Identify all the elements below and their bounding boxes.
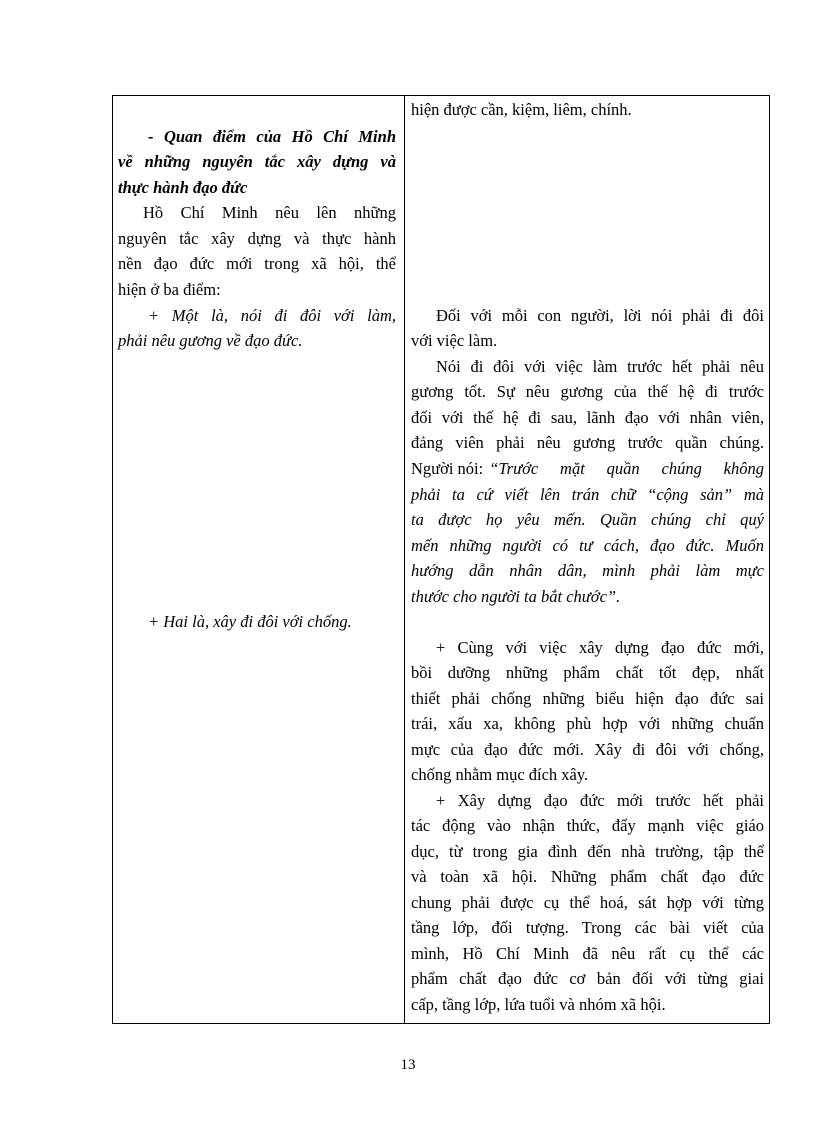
quote-line-4: mến những người có tư cách, đạo đức. Muốn (411, 536, 764, 555)
p3-line-5: mực của đạo đức mới. Xây đi đôi với chống, (411, 740, 764, 759)
p4-line-1: + Xây dựng đạo đức mới trước hết phải (436, 791, 764, 810)
p3-line-1: + Cùng với việc xây dựng đạo đức mới, (436, 638, 764, 657)
column-divider (404, 96, 405, 1023)
point1-line-1: + Một là, nói đi đôi với làm, (148, 306, 396, 325)
p4-line-6: tầng lớp, đối tượng. Trong các bài viết của (411, 918, 764, 937)
point1-line-2: phải nêu gương về đạo đức. (118, 331, 303, 350)
top-line: hiện được cần, kiệm, liêm, chính. (411, 100, 632, 119)
quote-speaker: Người nói: (411, 459, 484, 478)
p2-line-1: Nói đi đôi với việc làm trước hết phải nêu (436, 357, 764, 376)
content-table (112, 95, 770, 1024)
p4-line-2: tác động vào nhận thức, đẩy mạnh việc giáo (411, 816, 764, 835)
p4-line-9: cấp, tầng lớp, lứa tuổi và nhóm xã hội. (411, 995, 666, 1014)
p1-line-2: với việc làm. (411, 331, 498, 350)
p3-line-2: bồi dưỡng những phẩm chất tốt đẹp, nhất (411, 663, 764, 682)
quote-line-6: thước cho người ta bắt chước”. (411, 587, 621, 606)
heading-line-2: về những nguyên tắc xây dựng và (118, 152, 396, 171)
intro-line-3: nền đạo đức mới trong xã hội, thể (118, 254, 396, 273)
p4-line-3: dục, từ trong gia đình đến nhà trường, tập thể (411, 842, 764, 861)
p3-line-4: trái, xấu xa, không phù hợp với những chuẩn (411, 714, 764, 733)
p4-line-4: và toàn xã hội. Những phẩm chất đạo đức (411, 867, 764, 886)
heading-line-3: thực hành đạo đức (118, 178, 248, 197)
intro-line-1: Hồ Chí Minh nêu lên những (143, 203, 396, 222)
p2-line-4: đảng viên phải nêu gương trước quần chúng. (411, 433, 764, 452)
quote-line-5: hướng dẫn nhân dân, mình phải làm mực (411, 561, 764, 580)
quote-line-2: phải ta cứ viết lên trán chữ “cộng sản” mà (411, 485, 764, 504)
p1-line-1: Đối với mỗi con người, lời nói phải đi đôi (436, 306, 764, 325)
p4-line-5: chung phải được cụ thể hoá, sát hợp với từng (411, 893, 764, 912)
p3-line-3: thiết phải chống những biểu hiện đạo đức sai (411, 689, 764, 708)
point2-line: + Hai là, xây đi đôi với chống. (148, 612, 352, 631)
p4-line-7: mình, Hồ Chí Minh đã nêu rất cụ thể các (411, 944, 764, 963)
intro-line-2: nguyên tắc xây dựng và thực hành (118, 229, 396, 248)
page-number: 13 (400, 1057, 416, 1073)
p3-line-6: chống nhằm mục đích xây. (411, 765, 589, 784)
quote-line-3: ta được họ yêu mến. Quần chúng chỉ quý (411, 510, 764, 529)
heading-line-1: - Quan điểm của Hồ Chí Minh (148, 127, 396, 146)
p4-line-8: phẩm chất đạo đức cơ bản đối với từng giai (411, 969, 764, 988)
quote-start: “Trước mặt quần chúng không (489, 459, 764, 478)
intro-line-4: hiện ở ba điểm: (118, 280, 221, 299)
quote-line-1 (411, 456, 764, 482)
p2-line-3: đối với thế hệ đi sau, lãnh đạo với nhân viên, (411, 408, 764, 427)
p2-line-2: gương tốt. Sự nêu gương của thế hệ đi trước (411, 382, 764, 401)
